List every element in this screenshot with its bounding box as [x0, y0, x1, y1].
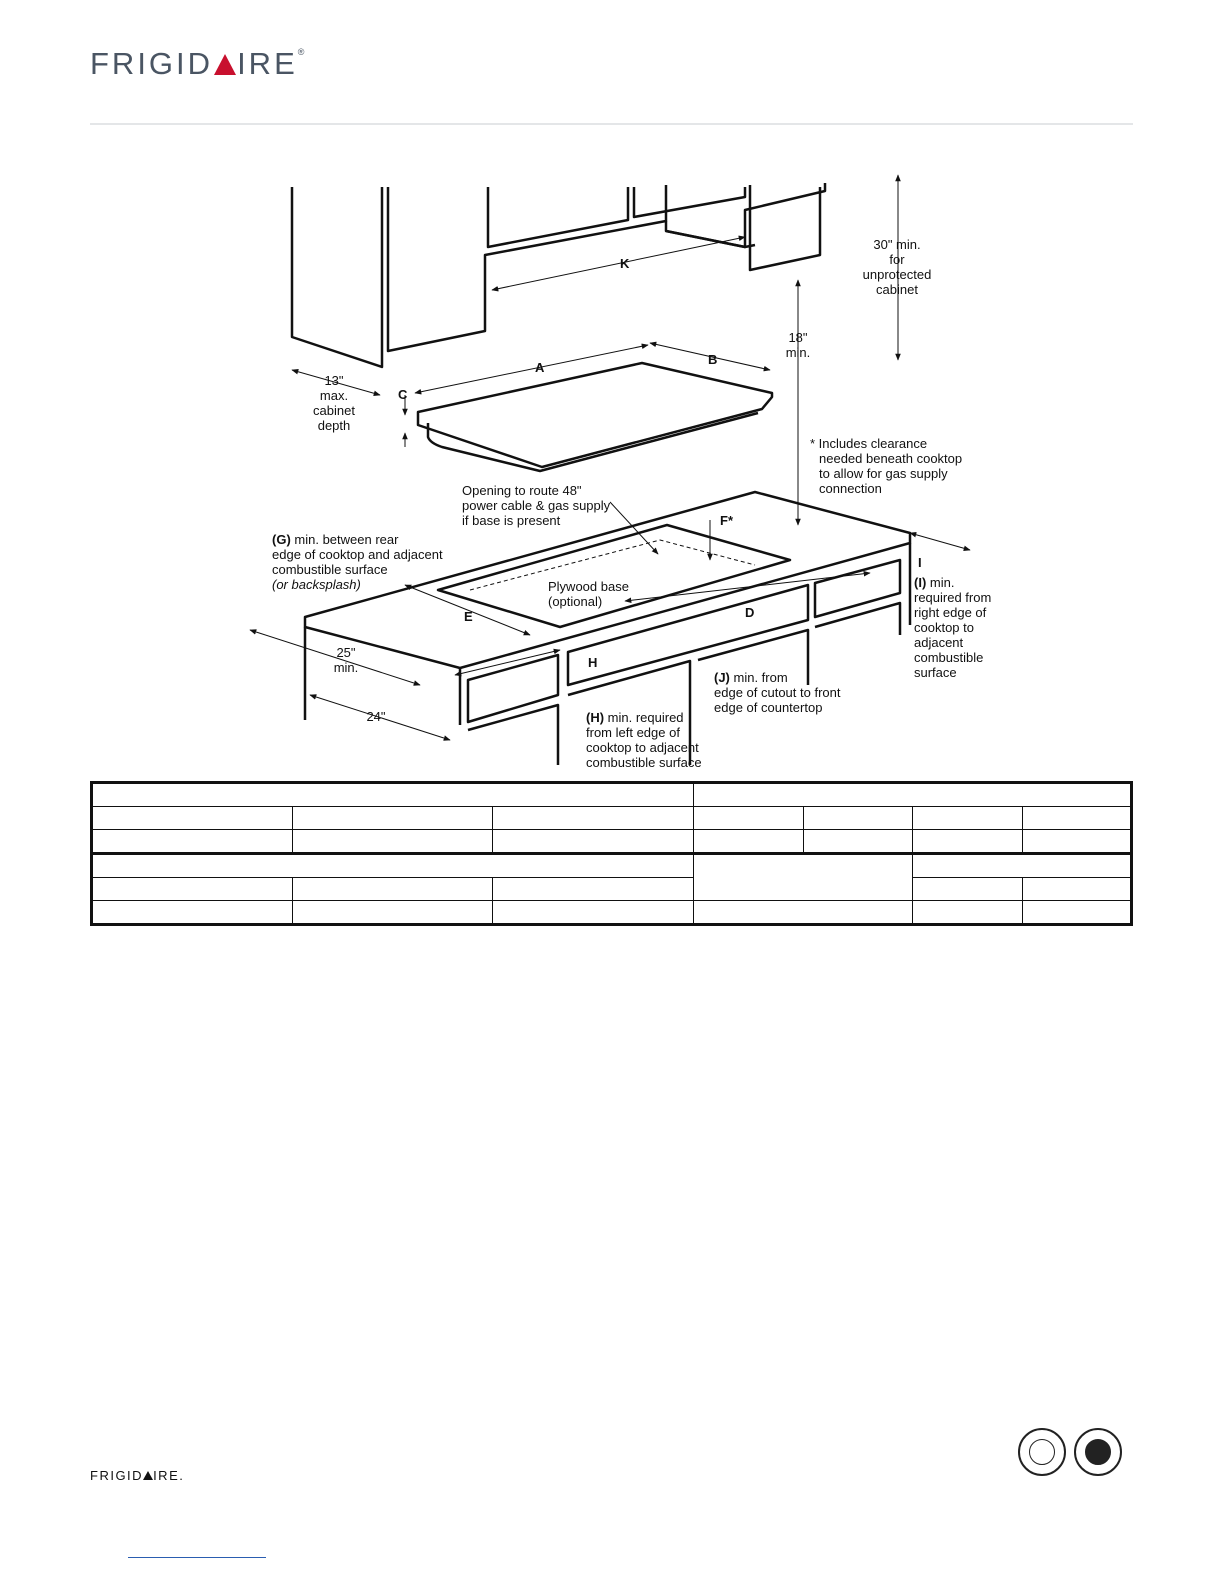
svg-text:Opening to route 48": Opening to route 48" — [462, 483, 582, 498]
svg-text:adjacent: adjacent — [914, 635, 964, 650]
svg-text:25": 25" — [336, 645, 356, 660]
opening-note — [462, 483, 611, 528]
label-f: F* — [720, 513, 733, 528]
label-b: B — [708, 352, 718, 367]
i-clearance-note — [914, 575, 991, 680]
svg-text:18": 18" — [788, 330, 808, 345]
svg-text:right edge of: right edge of — [914, 605, 987, 620]
cooktop-underside — [428, 413, 758, 471]
certified-flame-icon — [1074, 1428, 1122, 1476]
upper-cabinet-door-2 — [634, 187, 745, 217]
svg-text:edge of cutout to front: edge of cutout to front — [714, 685, 841, 700]
label-i: I — [918, 555, 922, 570]
svg-text:to allow for gas supply: to allow for gas supply — [819, 466, 948, 481]
svg-text:max.: max. — [319, 388, 349, 403]
table-row — [92, 807, 1132, 830]
svg-text:combustible surface: combustible surface — [272, 562, 388, 577]
label-d: D — [745, 605, 755, 620]
svg-text:combustible: combustible — [914, 650, 984, 665]
table-row — [92, 783, 1132, 807]
svg-text:(or backsplash): (or backsplash) — [272, 577, 361, 592]
svg-text:cooktop to adjacent: cooktop to adjacent — [586, 740, 699, 755]
upper-cabinet-right-door — [750, 185, 820, 270]
svg-text:cooktop to: cooktop to — [914, 620, 974, 635]
cooktop — [418, 363, 772, 467]
depth-24-label: 24" — [366, 709, 386, 724]
table-row — [92, 901, 1132, 925]
svg-text:13": 13" — [324, 373, 344, 388]
h-clearance-note — [586, 710, 702, 770]
svg-text:(I) min.: (I) min. — [914, 575, 955, 590]
svg-text:combustible surface: combustible surface — [586, 755, 702, 770]
svg-text:required from: required from — [914, 590, 992, 605]
j-clearance-note — [714, 670, 841, 715]
lower-door-right — [815, 603, 900, 635]
svg-text:(H) min. required: (H) min. required — [586, 710, 684, 725]
footer-link-underline[interactable] — [128, 1557, 266, 1558]
clearance-30-label — [863, 237, 932, 297]
footer-logo-triangle-icon — [143, 1471, 153, 1480]
svg-text:surface: surface — [914, 665, 957, 680]
label-h: H — [588, 655, 598, 670]
drawer-right — [815, 560, 900, 617]
svg-text:min.: min. — [785, 345, 811, 360]
gas-clearance-note — [810, 436, 962, 496]
installation-diagram — [230, 165, 1030, 775]
svg-text:power cable & gas supply: power cable & gas supply — [462, 498, 611, 513]
drawer-left — [468, 655, 558, 722]
plywood-base-label — [548, 579, 629, 609]
label-a: A — [535, 360, 545, 375]
clearance-18-label — [786, 330, 811, 360]
svg-text:for: for — [889, 252, 905, 267]
g-clearance-note — [272, 532, 443, 592]
svg-text:* Includes clearance: * Includes clearance — [810, 436, 928, 451]
svg-text:cabinet: cabinet — [313, 403, 355, 418]
label-c: C — [398, 387, 408, 402]
upper-cabinet-left — [292, 187, 382, 367]
label-e: E — [464, 609, 473, 624]
svg-text:Plywood base: Plywood base — [548, 579, 629, 594]
table-row — [92, 878, 1132, 901]
svg-text:connection: connection — [819, 481, 882, 496]
svg-text:needed beneath cooktop: needed beneath cooktop — [819, 451, 963, 466]
svg-text:from left edge of: from left edge of — [586, 725, 680, 740]
design-certified-star-icon — [1018, 1428, 1066, 1476]
svg-text:30" min.: 30" min. — [873, 237, 921, 252]
svg-text:edge of cooktop and adjacent: edge of cooktop and adjacent — [272, 547, 443, 562]
svg-text:edge of countertop: edge of countertop — [714, 700, 823, 715]
table-row — [92, 830, 1132, 854]
svg-text:depth: depth — [317, 418, 351, 433]
label-k: K — [620, 256, 630, 271]
logo-triangle-icon — [214, 54, 236, 75]
table-row — [92, 854, 1132, 878]
cabinet-depth-label — [313, 373, 355, 433]
svg-text:(J) min. from: (J) min. from — [714, 670, 788, 685]
svg-text:cabinet: cabinet — [876, 282, 918, 297]
svg-text:unprotected: unprotected — [862, 267, 932, 282]
lower-door-left — [468, 705, 558, 765]
svg-text:min.: min. — [333, 660, 359, 675]
cutout — [438, 525, 790, 627]
dimension-table — [90, 781, 1133, 926]
svg-text:(optional): (optional) — [548, 594, 603, 609]
header-divider — [90, 123, 1133, 125]
svg-text:(G) min. between rear: (G) min. between rear — [272, 532, 399, 547]
svg-text:if base is present: if base is present — [462, 513, 561, 528]
min-25-label — [334, 645, 359, 675]
frigidaire-logo: FRIGID IRE® — [90, 46, 305, 81]
footer-logo: FRIGID IRE. — [90, 1468, 185, 1483]
upper-cabinet-door-1 — [488, 187, 628, 247]
installation-diagram-svg — [230, 165, 1030, 775]
